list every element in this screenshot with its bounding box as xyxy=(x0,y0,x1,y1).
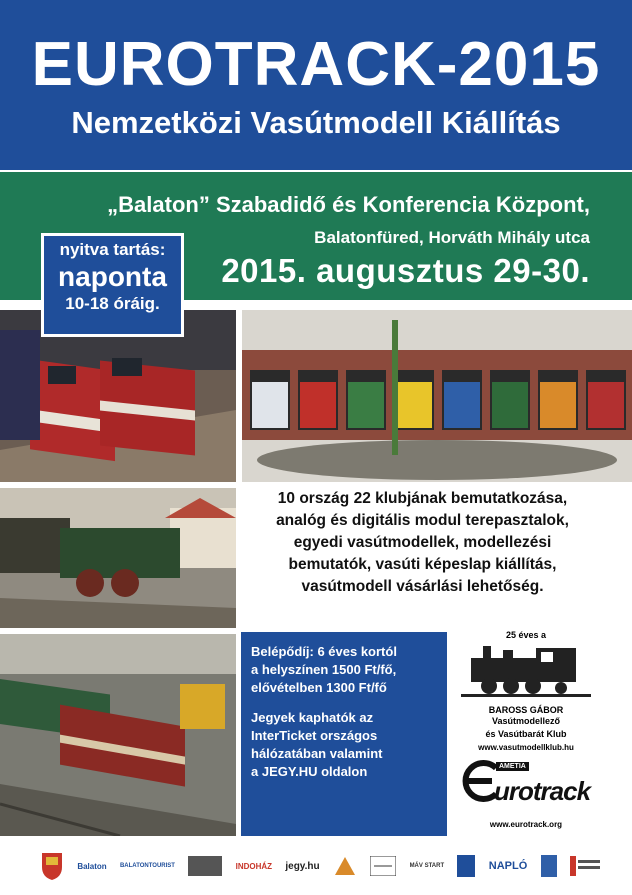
sponsor-logo: NAPLÓ xyxy=(488,860,528,872)
club-name-2: és Vasútbarát Klub xyxy=(485,729,567,739)
page-subtitle: Nemzetközi Vasútmodell Kiállítás xyxy=(71,105,561,140)
eurotrack-tag: AMETIA xyxy=(496,762,529,771)
coat-of-arms-icon xyxy=(40,851,64,881)
venue-address: Balatonfüred, Horváth Mihály utca xyxy=(314,228,590,247)
sponsor-logo: jegy.hu xyxy=(285,860,320,872)
sponsor-logo: BALATONTOURIST xyxy=(119,863,175,869)
ticket-price-line: a helyszínen 1500 Ft/fő, xyxy=(251,662,397,677)
ticket-price-line: Belépődíj: 6 éves kortól xyxy=(251,644,397,659)
locomotive-icon xyxy=(461,640,591,698)
sponsor-icon xyxy=(333,855,357,877)
photo-steam-locomotive xyxy=(0,488,236,628)
sponsor-icon xyxy=(570,856,600,876)
club-name: BAROSS GÁBOR Vasútmodellező xyxy=(488,705,564,726)
ticket-info-box xyxy=(241,632,447,836)
photo-diesel-trains xyxy=(0,634,236,836)
venue-name: „Balaton” Szabadidő és Konferencia Központ, xyxy=(107,192,590,217)
sponsor-logo: MÁV START xyxy=(409,863,445,869)
feature-line: 10 ország 22 klubjának bemutatkozása, xyxy=(277,490,568,507)
club-anniversary: 25 éves a xyxy=(505,630,547,640)
opening-hours-label: nyitva tartás: xyxy=(59,240,166,259)
event-date: 2015. augusztus 29-30. xyxy=(221,252,590,289)
club-logo xyxy=(456,630,596,752)
eurotrack-url: www.eurotrack.org xyxy=(489,820,563,829)
feature-line: vasútmodell vásárlási lehetőség. xyxy=(301,578,544,595)
sponsor-icon xyxy=(370,856,396,876)
ticket-sales-line: hálózatában valamint xyxy=(251,746,383,761)
features-text xyxy=(250,488,595,598)
ticket-sales-line: InterTicket országos xyxy=(251,728,378,743)
feature-line: egyedi vasútmodellek, modellezési xyxy=(293,534,552,551)
opening-hours-time: 10-18 óráig. xyxy=(65,294,160,313)
sponsor-icon xyxy=(188,856,222,876)
sponsor-logo: Balaton xyxy=(77,861,107,871)
club-url: www.vasutmodellklub.hu xyxy=(478,743,574,752)
sponsor-logo: INDOHÁZ xyxy=(235,861,273,871)
ticket-sales-line: a JEGY.HU oldalon xyxy=(251,764,368,779)
opening-hours-box xyxy=(41,233,184,337)
ticket-price-line: elővételben 1300 Ft/fő xyxy=(251,680,387,695)
page-title: EUROTRACK-2015 xyxy=(31,30,601,99)
eurotrack-word: urotrack xyxy=(494,776,591,806)
feature-line: bemutatók, vasúti képeslap kiállítás, xyxy=(288,556,557,573)
ticket-sales-line: Jegyek kaphatók az xyxy=(251,710,374,725)
sponsor-bar xyxy=(40,848,600,884)
photo-locomotive-depot xyxy=(242,310,632,482)
sponsor-icon xyxy=(541,855,557,877)
feature-line: analóg és digitális modul terepasztalok, xyxy=(276,512,569,529)
opening-hours-days: naponta xyxy=(58,261,167,292)
sponsor-icon xyxy=(457,855,475,877)
eurotrack-logo xyxy=(456,750,596,810)
